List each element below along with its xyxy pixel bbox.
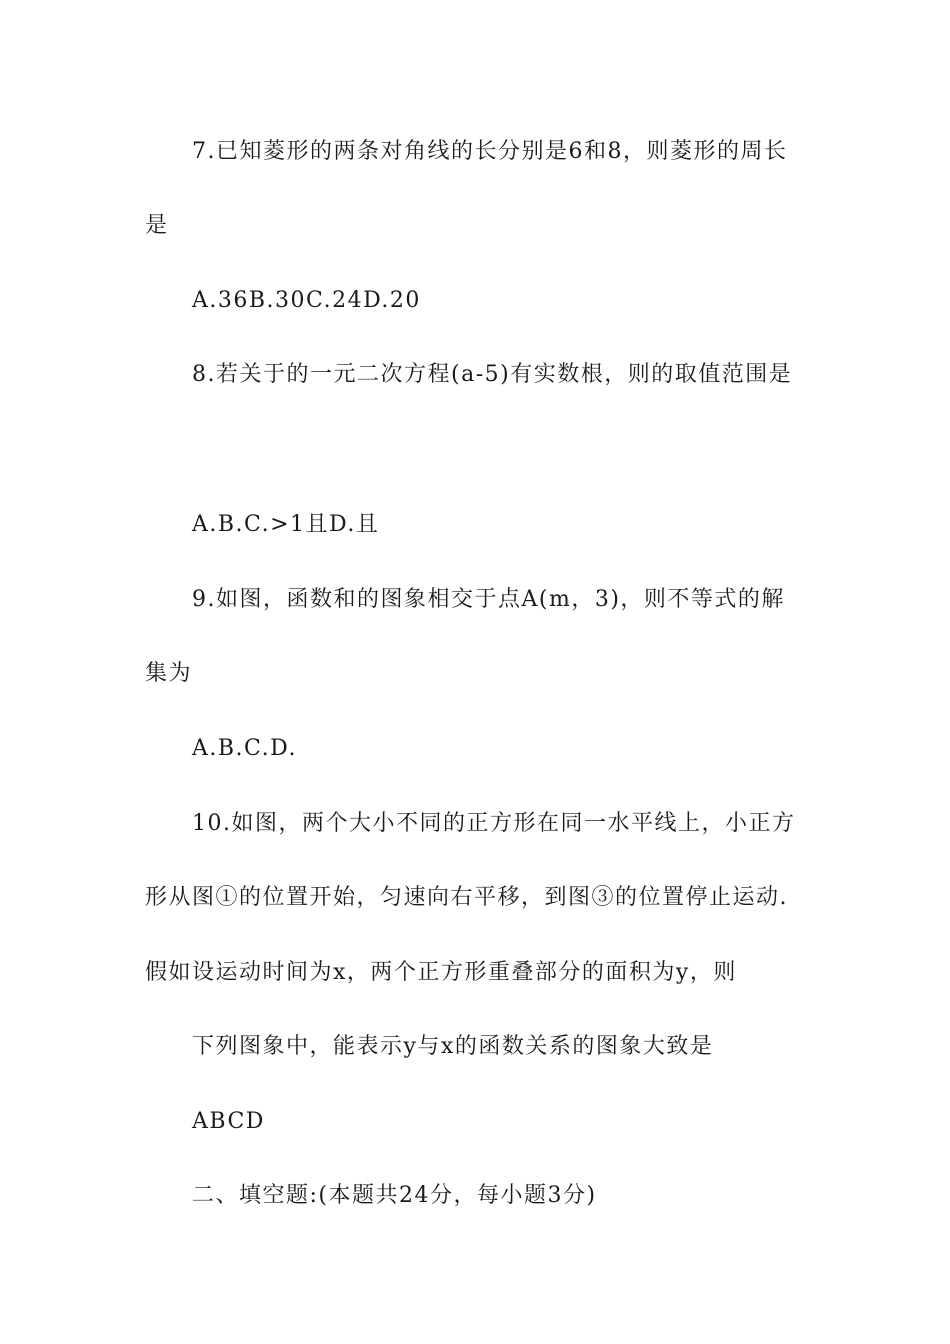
q9-stem-line2: 集为 (145, 661, 193, 686)
q10-options: ABCD (192, 1109, 265, 1134)
q10-stem-line1: 10.如图，两个大小不同的正方形在同一水平线上，小正方 (192, 811, 796, 836)
q8-stem-line1: 8.若关于的一元二次方程(a-5)有实数根，则的取值范围是 (192, 362, 793, 387)
q10-stem-line4: 下列图象中，能表示y与x的函数关系的图象大致是 (192, 1034, 714, 1059)
q8-options: A.B.C.>1且D.且 (192, 512, 380, 537)
section-heading: 二、填空题:(本题共24分，每小题3分) (192, 1183, 597, 1208)
q7-stem-line1: 7.已知菱形的两条对角线的长分别是6和8，则菱形的周长 (192, 139, 788, 164)
q9-stem-line1: 9.如图，函数和的图象相交于点A(m，3)，则不等式的解 (192, 587, 785, 612)
q7-stem-line2: 是 (145, 213, 169, 238)
q10-stem-line2: 形从图①的位置开始，匀速向右平移，到图③的位置停止运动. (145, 885, 788, 910)
q10-stem-line3: 假如设运动时间为x，两个正方形重叠部分的面积为y，则 (145, 960, 737, 985)
q9-options: A.B.C.D. (192, 736, 297, 761)
q7-options: A.36B.30C.24D.20 (192, 288, 421, 313)
